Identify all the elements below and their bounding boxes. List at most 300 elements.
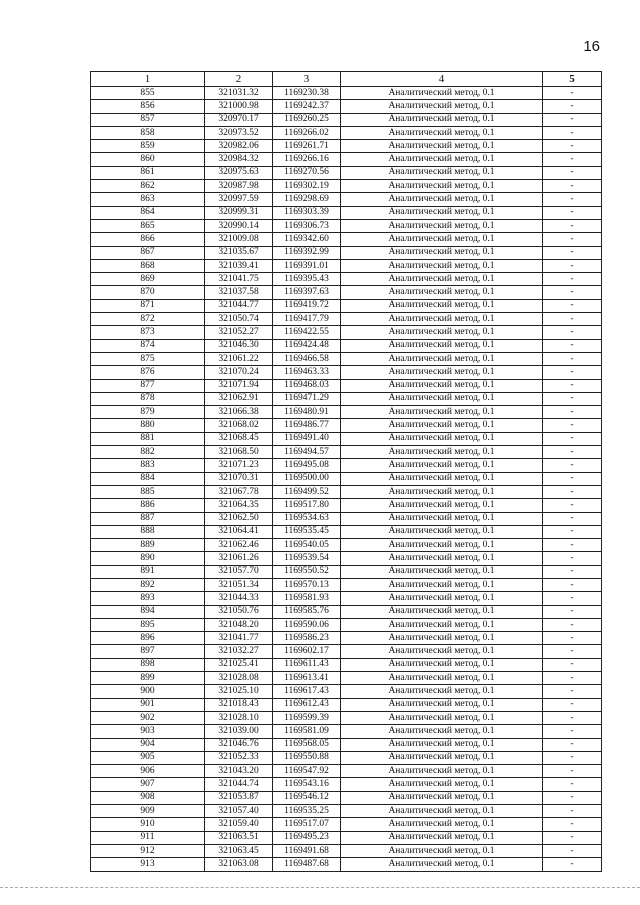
method-cell: Аналитический метод, 0.1 xyxy=(341,499,543,512)
x-coordinate-cell: 321046.76 xyxy=(205,738,273,751)
table-row xyxy=(91,645,602,658)
method-cell: Аналитический метод, 0.1 xyxy=(341,113,543,126)
point-number-cell: 911 xyxy=(91,831,205,844)
method-cell: Аналитический метод, 0.1 xyxy=(341,379,543,392)
method-cell: Аналитический метод, 0.1 xyxy=(341,805,543,818)
table-header-row xyxy=(91,72,602,87)
y-coordinate-cell: 1169581.09 xyxy=(273,725,341,738)
point-number-cell: 865 xyxy=(91,219,205,232)
x-coordinate-cell: 321046.30 xyxy=(205,339,273,352)
table-row xyxy=(91,605,602,618)
x-coordinate-cell: 321062.50 xyxy=(205,512,273,525)
method-cell: Аналитический метод, 0.1 xyxy=(341,698,543,711)
method-cell: Аналитический метод, 0.1 xyxy=(341,831,543,844)
note-cell: - xyxy=(543,406,602,419)
table-row xyxy=(91,698,602,711)
x-coordinate-cell: 321066.38 xyxy=(205,406,273,419)
method-cell: Аналитический метод, 0.1 xyxy=(341,259,543,272)
method-cell: Аналитический метод, 0.1 xyxy=(341,339,543,352)
table-row xyxy=(91,485,602,498)
table-row xyxy=(91,219,602,232)
table-row xyxy=(91,432,602,445)
table-row xyxy=(91,233,602,246)
point-number-cell: 896 xyxy=(91,632,205,645)
header-col-1: 1 xyxy=(91,72,205,87)
footer-divider xyxy=(0,887,640,888)
y-coordinate-cell: 1169491.68 xyxy=(273,844,341,857)
point-number-cell: 876 xyxy=(91,366,205,379)
method-cell: Аналитический метод, 0.1 xyxy=(341,751,543,764)
note-cell: - xyxy=(543,632,602,645)
x-coordinate-cell: 321037.58 xyxy=(205,286,273,299)
method-cell: Аналитический метод, 0.1 xyxy=(341,791,543,804)
x-coordinate-cell: 320973.52 xyxy=(205,126,273,139)
y-coordinate-cell: 1169261.71 xyxy=(273,140,341,153)
method-cell: Аналитический метод, 0.1 xyxy=(341,166,543,179)
y-coordinate-cell: 1169270.56 xyxy=(273,166,341,179)
point-number-cell: 908 xyxy=(91,791,205,804)
table-row xyxy=(91,765,602,778)
point-number-cell: 898 xyxy=(91,658,205,671)
x-coordinate-cell: 321041.75 xyxy=(205,273,273,286)
y-coordinate-cell: 1169419.72 xyxy=(273,299,341,312)
method-cell: Аналитический метод, 0.1 xyxy=(341,459,543,472)
note-cell: - xyxy=(543,459,602,472)
x-coordinate-cell: 321062.46 xyxy=(205,539,273,552)
point-number-cell: 862 xyxy=(91,180,205,193)
note-cell: - xyxy=(543,698,602,711)
method-cell: Аналитический метод, 0.1 xyxy=(341,618,543,631)
x-coordinate-cell: 321070.31 xyxy=(205,472,273,485)
note-cell: - xyxy=(543,565,602,578)
method-cell: Аналитический метод, 0.1 xyxy=(341,206,543,219)
x-coordinate-cell: 321050.76 xyxy=(205,605,273,618)
table-row xyxy=(91,778,602,791)
method-cell: Аналитический метод, 0.1 xyxy=(341,233,543,246)
table-row xyxy=(91,313,602,326)
point-number-cell: 856 xyxy=(91,100,205,113)
y-coordinate-cell: 1169266.02 xyxy=(273,126,341,139)
note-cell: - xyxy=(543,379,602,392)
method-cell: Аналитический метод, 0.1 xyxy=(341,406,543,419)
table-row xyxy=(91,166,602,179)
point-number-cell: 909 xyxy=(91,805,205,818)
y-coordinate-cell: 1169298.69 xyxy=(273,193,341,206)
point-number-cell: 871 xyxy=(91,299,205,312)
y-coordinate-cell: 1169303.39 xyxy=(273,206,341,219)
note-cell: - xyxy=(543,180,602,193)
table-row xyxy=(91,113,602,126)
y-coordinate-cell: 1169517.07 xyxy=(273,818,341,831)
point-number-cell: 903 xyxy=(91,725,205,738)
note-cell: - xyxy=(543,472,602,485)
y-coordinate-cell: 1169242.37 xyxy=(273,100,341,113)
y-coordinate-cell: 1169480.91 xyxy=(273,406,341,419)
y-coordinate-cell: 1169466.58 xyxy=(273,352,341,365)
point-number-cell: 869 xyxy=(91,273,205,286)
table-row xyxy=(91,525,602,538)
x-coordinate-cell: 321071.23 xyxy=(205,459,273,472)
note-cell: - xyxy=(543,844,602,857)
y-coordinate-cell: 1169392.99 xyxy=(273,246,341,259)
point-number-cell: 899 xyxy=(91,672,205,685)
note-cell: - xyxy=(543,605,602,618)
point-number-cell: 875 xyxy=(91,352,205,365)
x-coordinate-cell: 321061.22 xyxy=(205,352,273,365)
note-cell: - xyxy=(543,259,602,272)
y-coordinate-cell: 1169494.57 xyxy=(273,446,341,459)
method-cell: Аналитический метод, 0.1 xyxy=(341,126,543,139)
note-cell: - xyxy=(543,166,602,179)
y-coordinate-cell: 1169391.01 xyxy=(273,259,341,272)
point-number-cell: 859 xyxy=(91,140,205,153)
table-row xyxy=(91,352,602,365)
method-cell: Аналитический метод, 0.1 xyxy=(341,765,543,778)
y-coordinate-cell: 1169260.25 xyxy=(273,113,341,126)
table-row xyxy=(91,366,602,379)
table-row xyxy=(91,805,602,818)
method-cell: Аналитический метод, 0.1 xyxy=(341,87,543,100)
x-coordinate-cell: 321000.98 xyxy=(205,100,273,113)
header-col-4: 4 xyxy=(341,72,543,87)
point-number-cell: 858 xyxy=(91,126,205,139)
table-row xyxy=(91,711,602,724)
point-number-cell: 891 xyxy=(91,565,205,578)
method-cell: Аналитический метод, 0.1 xyxy=(341,485,543,498)
point-number-cell: 884 xyxy=(91,472,205,485)
table-row xyxy=(91,193,602,206)
point-number-cell: 887 xyxy=(91,512,205,525)
note-cell: - xyxy=(543,299,602,312)
point-number-cell: 867 xyxy=(91,246,205,259)
note-cell: - xyxy=(543,326,602,339)
x-coordinate-cell: 321032.27 xyxy=(205,645,273,658)
x-coordinate-cell: 320999.31 xyxy=(205,206,273,219)
y-coordinate-cell: 1169468.03 xyxy=(273,379,341,392)
point-number-cell: 872 xyxy=(91,313,205,326)
point-number-cell: 861 xyxy=(91,166,205,179)
method-cell: Аналитический метод, 0.1 xyxy=(341,818,543,831)
y-coordinate-cell: 1169306.73 xyxy=(273,219,341,232)
table-row xyxy=(91,180,602,193)
table-row xyxy=(91,618,602,631)
note-cell: - xyxy=(543,711,602,724)
point-number-cell: 885 xyxy=(91,485,205,498)
method-cell: Аналитический метод, 0.1 xyxy=(341,592,543,605)
x-coordinate-cell: 321009.08 xyxy=(205,233,273,246)
note-cell: - xyxy=(543,193,602,206)
method-cell: Аналитический метод, 0.1 xyxy=(341,286,543,299)
table-row xyxy=(91,392,602,405)
x-coordinate-cell: 321039.00 xyxy=(205,725,273,738)
y-coordinate-cell: 1169486.77 xyxy=(273,419,341,432)
note-cell: - xyxy=(543,100,602,113)
x-coordinate-cell: 321068.02 xyxy=(205,419,273,432)
table-row xyxy=(91,406,602,419)
note-cell: - xyxy=(543,153,602,166)
point-number-cell: 892 xyxy=(91,578,205,591)
table-row xyxy=(91,512,602,525)
x-coordinate-cell: 321044.33 xyxy=(205,592,273,605)
y-coordinate-cell: 1169602.17 xyxy=(273,645,341,658)
point-number-cell: 889 xyxy=(91,539,205,552)
table-row xyxy=(91,565,602,578)
table-row xyxy=(91,725,602,738)
x-coordinate-cell: 321063.45 xyxy=(205,844,273,857)
point-number-cell: 878 xyxy=(91,392,205,405)
y-coordinate-cell: 1169491.40 xyxy=(273,432,341,445)
y-coordinate-cell: 1169230.38 xyxy=(273,87,341,100)
x-coordinate-cell: 321018.43 xyxy=(205,698,273,711)
method-cell: Аналитический метод, 0.1 xyxy=(341,193,543,206)
note-cell: - xyxy=(543,286,602,299)
method-cell: Аналитический метод, 0.1 xyxy=(341,512,543,525)
x-coordinate-cell: 321063.08 xyxy=(205,858,273,871)
x-coordinate-cell: 321048.20 xyxy=(205,618,273,631)
method-cell: Аналитический метод, 0.1 xyxy=(341,366,543,379)
note-cell: - xyxy=(543,765,602,778)
point-number-cell: 897 xyxy=(91,645,205,658)
point-number-cell: 860 xyxy=(91,153,205,166)
note-cell: - xyxy=(543,352,602,365)
point-number-cell: 883 xyxy=(91,459,205,472)
y-coordinate-cell: 1169495.08 xyxy=(273,459,341,472)
method-cell: Аналитический метод, 0.1 xyxy=(341,273,543,286)
x-coordinate-cell: 321031.32 xyxy=(205,87,273,100)
method-cell: Аналитический метод, 0.1 xyxy=(341,419,543,432)
point-number-cell: 881 xyxy=(91,432,205,445)
method-cell: Аналитический метод, 0.1 xyxy=(341,778,543,791)
point-number-cell: 873 xyxy=(91,326,205,339)
method-cell: Аналитический метод, 0.1 xyxy=(341,858,543,871)
x-coordinate-cell: 321064.41 xyxy=(205,525,273,538)
y-coordinate-cell: 1169535.45 xyxy=(273,525,341,538)
method-cell: Аналитический метод, 0.1 xyxy=(341,432,543,445)
note-cell: - xyxy=(543,126,602,139)
note-cell: - xyxy=(543,645,602,658)
note-cell: - xyxy=(543,233,602,246)
note-cell: - xyxy=(543,113,602,126)
point-number-cell: 888 xyxy=(91,525,205,538)
x-coordinate-cell: 321067.78 xyxy=(205,485,273,498)
y-coordinate-cell: 1169471.29 xyxy=(273,392,341,405)
note-cell: - xyxy=(543,818,602,831)
y-coordinate-cell: 1169550.88 xyxy=(273,751,341,764)
note-cell: - xyxy=(543,87,602,100)
table-row xyxy=(91,738,602,751)
note-cell: - xyxy=(543,246,602,259)
table-row xyxy=(91,246,602,259)
method-cell: Аналитический метод, 0.1 xyxy=(341,725,543,738)
note-cell: - xyxy=(543,446,602,459)
table-row xyxy=(91,419,602,432)
y-coordinate-cell: 1169487.68 xyxy=(273,858,341,871)
method-cell: Аналитический метод, 0.1 xyxy=(341,326,543,339)
y-coordinate-cell: 1169302.19 xyxy=(273,180,341,193)
note-cell: - xyxy=(543,392,602,405)
table-row xyxy=(91,326,602,339)
x-coordinate-cell: 321057.40 xyxy=(205,805,273,818)
method-cell: Аналитический метод, 0.1 xyxy=(341,552,543,565)
point-number-cell: 886 xyxy=(91,499,205,512)
y-coordinate-cell: 1169422.55 xyxy=(273,326,341,339)
y-coordinate-cell: 1169540.05 xyxy=(273,539,341,552)
point-number-cell: 904 xyxy=(91,738,205,751)
y-coordinate-cell: 1169617.43 xyxy=(273,685,341,698)
point-number-cell: 894 xyxy=(91,605,205,618)
method-cell: Аналитический метод, 0.1 xyxy=(341,140,543,153)
x-coordinate-cell: 321064.35 xyxy=(205,499,273,512)
note-cell: - xyxy=(543,685,602,698)
note-cell: - xyxy=(543,592,602,605)
note-cell: - xyxy=(543,831,602,844)
method-cell: Аналитический метод, 0.1 xyxy=(341,844,543,857)
y-coordinate-cell: 1169266.16 xyxy=(273,153,341,166)
method-cell: Аналитический метод, 0.1 xyxy=(341,711,543,724)
y-coordinate-cell: 1169546.12 xyxy=(273,791,341,804)
y-coordinate-cell: 1169611.43 xyxy=(273,658,341,671)
table-row xyxy=(91,472,602,485)
y-coordinate-cell: 1169500.00 xyxy=(273,472,341,485)
y-coordinate-cell: 1169586.23 xyxy=(273,632,341,645)
x-coordinate-cell: 321039.41 xyxy=(205,259,273,272)
coordinates-table xyxy=(90,71,602,872)
x-coordinate-cell: 321050.74 xyxy=(205,313,273,326)
table-row xyxy=(91,791,602,804)
point-number-cell: 880 xyxy=(91,419,205,432)
note-cell: - xyxy=(543,658,602,671)
note-cell: - xyxy=(543,791,602,804)
table-row xyxy=(91,273,602,286)
note-cell: - xyxy=(543,525,602,538)
point-number-cell: 874 xyxy=(91,339,205,352)
table-row xyxy=(91,299,602,312)
method-cell: Аналитический метод, 0.1 xyxy=(341,525,543,538)
method-cell: Аналитический метод, 0.1 xyxy=(341,632,543,645)
note-cell: - xyxy=(543,313,602,326)
note-cell: - xyxy=(543,206,602,219)
x-coordinate-cell: 320997.59 xyxy=(205,193,273,206)
x-coordinate-cell: 320984.32 xyxy=(205,153,273,166)
table-row xyxy=(91,685,602,698)
point-number-cell: 902 xyxy=(91,711,205,724)
x-coordinate-cell: 321068.50 xyxy=(205,446,273,459)
y-coordinate-cell: 1169550.52 xyxy=(273,565,341,578)
x-coordinate-cell: 321041.77 xyxy=(205,632,273,645)
point-number-cell: 890 xyxy=(91,552,205,565)
y-coordinate-cell: 1169495.23 xyxy=(273,831,341,844)
note-cell: - xyxy=(543,219,602,232)
table-row xyxy=(91,459,602,472)
note-cell: - xyxy=(543,273,602,286)
x-coordinate-cell: 320987.98 xyxy=(205,180,273,193)
table-row xyxy=(91,286,602,299)
y-coordinate-cell: 1169543.16 xyxy=(273,778,341,791)
note-cell: - xyxy=(543,499,602,512)
note-cell: - xyxy=(543,778,602,791)
note-cell: - xyxy=(543,140,602,153)
y-coordinate-cell: 1169535.25 xyxy=(273,805,341,818)
table-row xyxy=(91,140,602,153)
table-row xyxy=(91,499,602,512)
method-cell: Аналитический метод, 0.1 xyxy=(341,685,543,698)
y-coordinate-cell: 1169612.43 xyxy=(273,698,341,711)
point-number-cell: 907 xyxy=(91,778,205,791)
table-row xyxy=(91,858,602,871)
point-number-cell: 906 xyxy=(91,765,205,778)
table-row xyxy=(91,339,602,352)
method-cell: Аналитический метод, 0.1 xyxy=(341,392,543,405)
x-coordinate-cell: 321035.67 xyxy=(205,246,273,259)
x-coordinate-cell: 321044.77 xyxy=(205,299,273,312)
point-number-cell: 912 xyxy=(91,844,205,857)
note-cell: - xyxy=(543,618,602,631)
table-row xyxy=(91,844,602,857)
method-cell: Аналитический метод, 0.1 xyxy=(341,658,543,671)
x-coordinate-cell: 321053.87 xyxy=(205,791,273,804)
x-coordinate-cell: 321025.10 xyxy=(205,685,273,698)
point-number-cell: 895 xyxy=(91,618,205,631)
note-cell: - xyxy=(543,858,602,871)
method-cell: Аналитический метод, 0.1 xyxy=(341,100,543,113)
x-coordinate-cell: 321061.26 xyxy=(205,552,273,565)
note-cell: - xyxy=(543,805,602,818)
y-coordinate-cell: 1169342.60 xyxy=(273,233,341,246)
point-number-cell: 877 xyxy=(91,379,205,392)
y-coordinate-cell: 1169395.43 xyxy=(273,273,341,286)
table-body xyxy=(91,87,602,872)
table-row xyxy=(91,632,602,645)
x-coordinate-cell: 320990.14 xyxy=(205,219,273,232)
table-row xyxy=(91,552,602,565)
point-number-cell: 900 xyxy=(91,685,205,698)
point-number-cell: 868 xyxy=(91,259,205,272)
point-number-cell: 870 xyxy=(91,286,205,299)
x-coordinate-cell: 321025.41 xyxy=(205,658,273,671)
table-row xyxy=(91,539,602,552)
header-col-2: 2 xyxy=(205,72,273,87)
method-cell: Аналитический метод, 0.1 xyxy=(341,738,543,751)
y-coordinate-cell: 1169534.63 xyxy=(273,512,341,525)
table-row xyxy=(91,379,602,392)
point-number-cell: 901 xyxy=(91,698,205,711)
y-coordinate-cell: 1169517.80 xyxy=(273,499,341,512)
y-coordinate-cell: 1169570.13 xyxy=(273,578,341,591)
x-coordinate-cell: 321070.24 xyxy=(205,366,273,379)
x-coordinate-cell: 321062.91 xyxy=(205,392,273,405)
table-row xyxy=(91,672,602,685)
x-coordinate-cell: 321068.45 xyxy=(205,432,273,445)
note-cell: - xyxy=(543,419,602,432)
method-cell: Аналитический метод, 0.1 xyxy=(341,565,543,578)
x-coordinate-cell: 320975.63 xyxy=(205,166,273,179)
table-row xyxy=(91,446,602,459)
table-row xyxy=(91,206,602,219)
method-cell: Аналитический метод, 0.1 xyxy=(341,246,543,259)
y-coordinate-cell: 1169539.54 xyxy=(273,552,341,565)
method-cell: Аналитический метод, 0.1 xyxy=(341,313,543,326)
point-number-cell: 864 xyxy=(91,206,205,219)
note-cell: - xyxy=(543,339,602,352)
note-cell: - xyxy=(543,672,602,685)
x-coordinate-cell: 321028.10 xyxy=(205,711,273,724)
x-coordinate-cell: 321059.40 xyxy=(205,818,273,831)
method-cell: Аналитический метод, 0.1 xyxy=(341,605,543,618)
y-coordinate-cell: 1169397.63 xyxy=(273,286,341,299)
method-cell: Аналитический метод, 0.1 xyxy=(341,472,543,485)
table-row xyxy=(91,259,602,272)
x-coordinate-cell: 321043.20 xyxy=(205,765,273,778)
